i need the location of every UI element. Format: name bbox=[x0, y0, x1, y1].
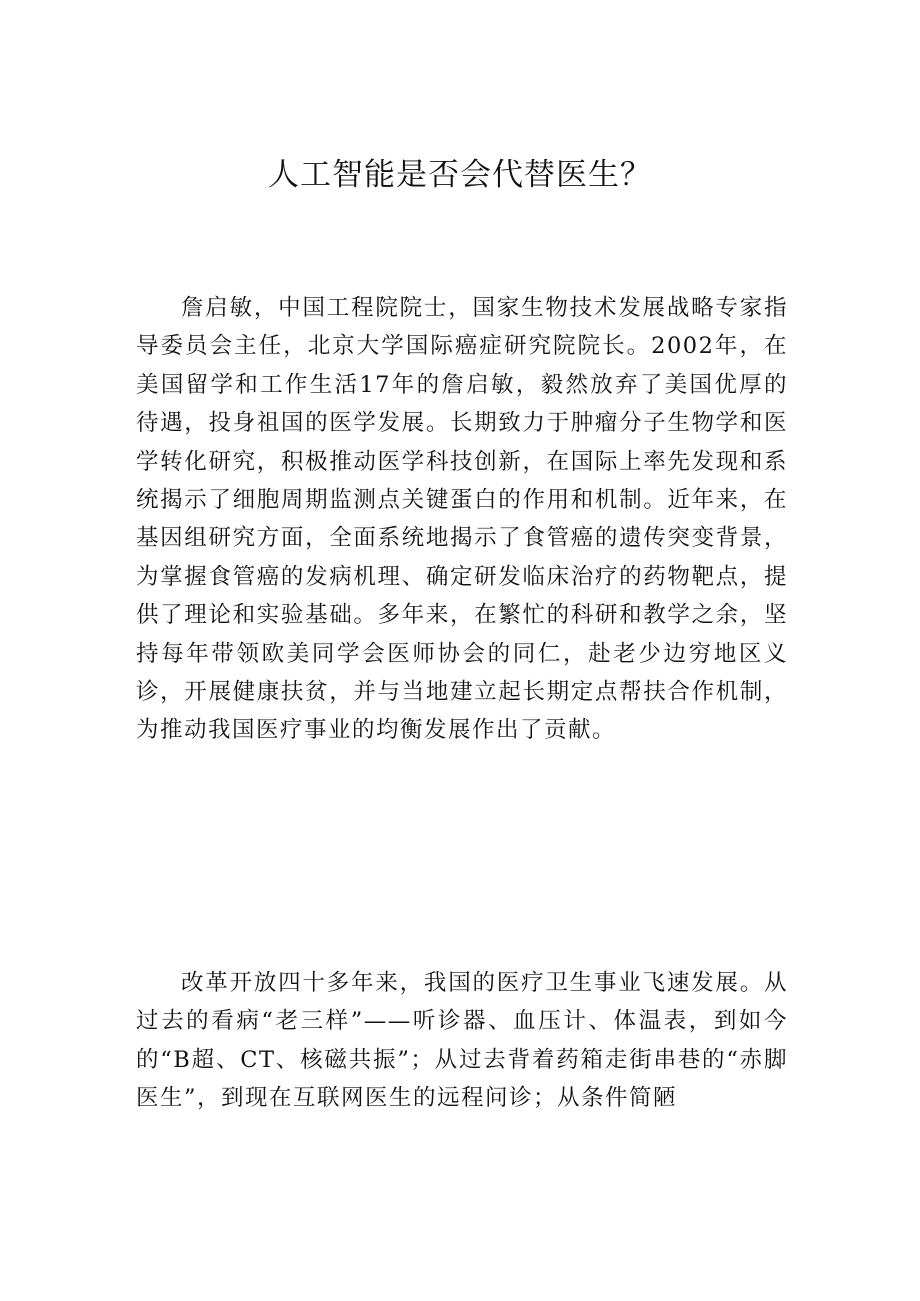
document-title: 人工智能是否会代替医生？ bbox=[268, 157, 652, 193]
body-paragraph-1: 詹启敏，中国工程院院士，国家生物技术发展战略专家指导委员会主任，北京大学国际癌症研究院院长。2002年，在美国留学和工作生活17年的詹启敏，毅然放弃了美国优厚的待遇，投身祖国的医学发展。长期致力于肿瘤分子生物学和医学转化研究，积极推动医学科技创新，在国际上率先发现和系统揭示了细胞周期监测点关键蛋白的作用和机制。近年来，在基因组研究方面，全面系统地揭示了食管癌的遗传突变背景，为掌握食管癌的发病机理、确定研发临床治疗的药物靶点，提供了理论和实验基础。多年来，在繁忙的科研和教学之余，坚持每年带领欧美同学会医师协会的同仁，赴老少边穷地区义诊，开展健康扶贫，并与当地建立起长期定点帮扶合作机制，为推动我国医疗事业的均衡发展作出了贡献。 bbox=[136, 295, 788, 744]
body-paragraph-2: 改革开放四十多年来，我国的医疗卫生事业飞速发展。从过去的看病“老三样”——听诊器、血压计、体温表，到如今的“B超、CT、核磁共振”；从过去背着药箱走街串巷的“赤脚医生”，到现在互联网医生的远程问诊；从条件简陋 bbox=[136, 970, 788, 1112]
